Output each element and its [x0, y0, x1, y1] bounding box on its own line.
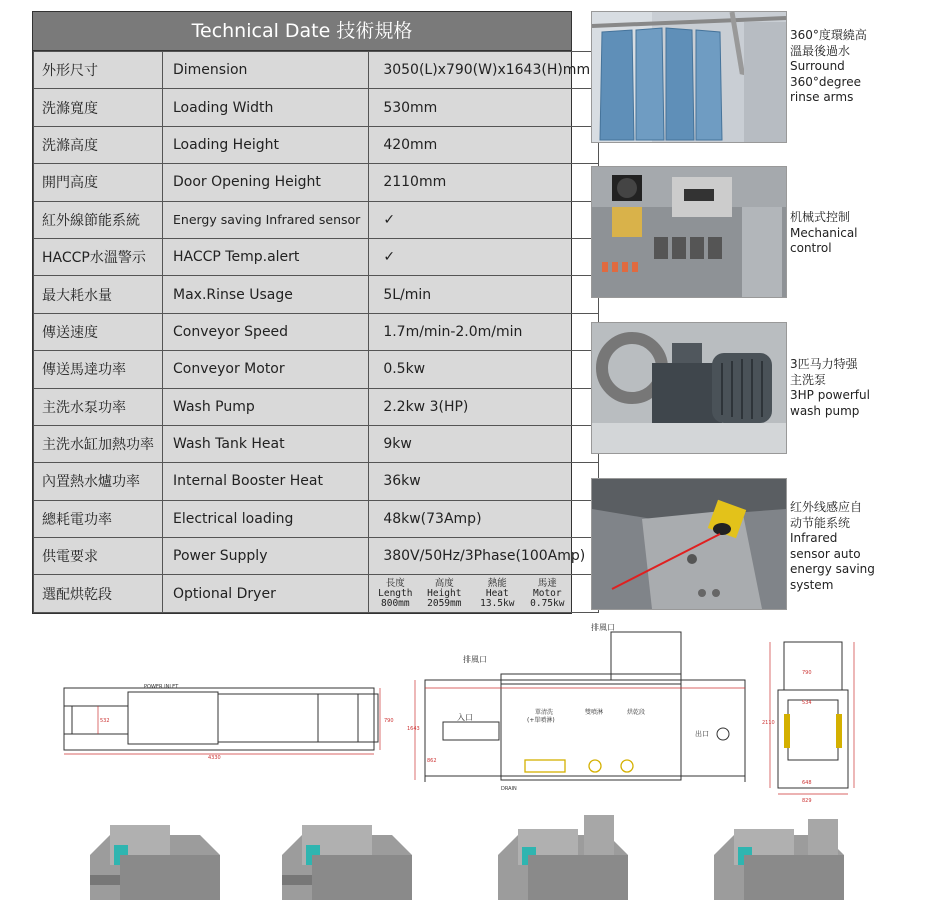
spec-label-zh: 主洗水缸加熱功率: [34, 425, 163, 462]
spec-table: [32, 11, 591, 614]
spec-row: [34, 89, 599, 126]
plan-view-drawing: [58, 680, 394, 764]
spec-row: [34, 313, 599, 350]
spec-label-zh: 內置熱水爐功率: [34, 463, 163, 500]
side-table-label: 862: [427, 758, 437, 764]
dryer-specs: [373, 579, 590, 609]
spec-label-en: Wash Pump: [163, 388, 369, 425]
spec-label-en: Wash Tank Heat: [163, 425, 369, 462]
spec-label-zh: 洗滌寬度: [34, 89, 163, 126]
dryer-v: 2059mm: [427, 597, 462, 609]
spec-label-zh: 外形尺寸: [34, 52, 163, 89]
mechanical-control-photo: [591, 166, 787, 298]
spec-value: 36kw: [369, 463, 599, 500]
wash-pump-caption: [790, 357, 870, 419]
spec-row: [34, 463, 599, 500]
spec-label-en: Power Supply: [163, 538, 369, 575]
spec-value: 48kw(73Amp): [369, 500, 599, 537]
spec-row: [34, 425, 599, 462]
spec-label-en: Electrical loading: [163, 500, 369, 537]
spec-value: 2.2kw 3(HP): [369, 388, 599, 425]
spec-value: ✓: [369, 201, 599, 238]
spec-row: [34, 52, 599, 89]
dryer-v: 0.75kw: [530, 597, 565, 609]
mechanical-control-caption: [790, 210, 858, 257]
caption-line: system: [790, 577, 834, 592]
spec-label-zh: 主洗水泵功率: [34, 388, 163, 425]
spec-label-zh: HACCP水溫警示: [34, 238, 163, 275]
spec-label-en: Internal Booster Heat: [163, 463, 369, 500]
spec-value: ✓: [369, 238, 599, 275]
spec-value: [369, 575, 599, 612]
spec-value: 420mm: [369, 126, 599, 163]
wash-pump-photo: [591, 322, 787, 454]
machine-render-1: [80, 815, 230, 915]
front-width-1-label: 790: [802, 670, 812, 676]
caption-line: Surround: [790, 59, 845, 73]
spec-label-en: Loading Width: [163, 89, 369, 126]
caption-line: 机械式控制: [790, 210, 851, 224]
infrared-sensor-photo: [591, 478, 787, 610]
caption-line: control: [790, 241, 832, 255]
spec-label-en: Energy saving Infrared sensor: [163, 201, 369, 238]
spec-label-zh: 洗滌高度: [34, 126, 163, 163]
machine-render-2: [272, 815, 422, 915]
caption-line: sensor auto: [790, 546, 861, 561]
spec-label-zh: 傳送速度: [34, 313, 163, 350]
spec-label-en: HACCP Temp.alert: [163, 238, 369, 275]
spec-value: 3050(L)x790(W)x1643(H)mm: [369, 52, 599, 89]
caption-line: 3匹马力特强: [790, 357, 858, 371]
side-height-label: 1643: [407, 726, 420, 732]
plan-height-label: 790: [384, 718, 394, 724]
front-elevation-drawing: [762, 634, 862, 808]
spec-label-zh: 最大耗水量: [34, 276, 163, 313]
spec-label-zh: 選配烘乾段: [34, 575, 163, 612]
dryer-h1: 熱能: [487, 577, 507, 589]
spec-label-en: Loading Height: [163, 126, 369, 163]
caption-line: wash pump: [790, 403, 860, 418]
spec-row: [34, 126, 599, 163]
spec-label-en: Optional Dryer: [163, 575, 369, 612]
front-height-label: 2110: [762, 720, 775, 726]
spec-label-en: Conveyor Motor: [163, 351, 369, 388]
spec-value: 1.7m/min-2.0m/min: [369, 313, 599, 350]
front-width-3-label: 829: [802, 798, 812, 804]
caption-line: Mechanical: [790, 225, 858, 240]
plan-length-label: 4330: [208, 755, 221, 761]
caption-line: energy saving: [790, 562, 875, 576]
caption-line: 红外线感应自: [790, 500, 863, 514]
power-inlet-label: POWER INLET: [144, 684, 179, 690]
caption-line: 溫最後過水: [790, 43, 851, 58]
spec-value: 0.5kw: [369, 351, 599, 388]
caption-line: 主洗泵: [790, 372, 827, 387]
spec-row: [34, 388, 599, 425]
dryer-h1: 馬達: [537, 577, 557, 589]
dryer-v: 800mm: [381, 597, 410, 609]
infrared-sensor-caption: [790, 500, 875, 593]
dryer-v: 13.5kw: [480, 597, 515, 609]
caption-line: 3HP powerful: [790, 388, 870, 402]
spec-value: 380V/50Hz/3Phase(100Amp): [369, 538, 599, 575]
caption-line: 动节能系统: [790, 515, 851, 530]
spec-row-dryer: [34, 575, 599, 612]
spec-row: [34, 164, 599, 201]
spec-label-zh: 總耗電功率: [34, 500, 163, 537]
spec-title: Technical Date 技術規格: [33, 12, 571, 51]
spec-label-zh: 傳送馬達功率: [34, 351, 163, 388]
side-prewash-label: 單清洗: [535, 709, 554, 716]
spec-label-en: Dimension: [163, 52, 369, 89]
spec-label-zh: 供電要求: [34, 538, 163, 575]
caption-line: rinse arms: [790, 90, 854, 104]
front-width-2-label: 534: [802, 700, 812, 706]
spec-value: 2110mm: [369, 164, 599, 201]
spec-label-zh: 開門高度: [34, 164, 163, 201]
spec-row: [34, 351, 599, 388]
spec-row: [34, 538, 599, 575]
caption-line: 360°degree: [790, 74, 861, 89]
spec-row: [34, 500, 599, 537]
spec-label-zh: 紅外線節能系統: [34, 201, 163, 238]
side-outlet-label: 出口: [695, 730, 709, 738]
machine-render-3: [488, 815, 638, 915]
spec-value: 5L/min: [369, 276, 599, 313]
side-exhaust-1-label: 排風口: [463, 655, 487, 664]
dryer-h2: Height: [427, 587, 462, 599]
spec-row: [34, 201, 599, 238]
side-drain-label: DRAIN: [501, 786, 517, 792]
spec-row: [34, 276, 599, 313]
rinse-arms-caption: [790, 28, 867, 106]
machine-render-4: [704, 815, 854, 915]
front-width-4-label: 648: [802, 780, 812, 786]
spec-rows: [33, 51, 599, 613]
spec-label-en: Conveyor Speed: [163, 313, 369, 350]
spec-label-en: Door Opening Height: [163, 164, 369, 201]
spec-row: [34, 238, 599, 275]
side-elevation-drawing: [405, 622, 755, 796]
caption-line: 360°度環繞高: [790, 28, 867, 42]
side-exhaust-2-label: 排風口: [591, 623, 615, 632]
dryer-h2: Length: [378, 587, 413, 599]
spec-value: 9kw: [369, 425, 599, 462]
spec-value: 530mm: [369, 89, 599, 126]
dryer-h2: Motor: [533, 587, 562, 599]
caption-line: Infrared: [790, 531, 838, 545]
side-inlet-label: 入口: [457, 713, 473, 722]
plan-depth-label: 532: [100, 718, 110, 724]
side-dryer-label: 烘乾段: [627, 709, 646, 716]
side-double-rinse-label: 雙噴淋: [585, 709, 604, 716]
spec-label-en: Max.Rinse Usage: [163, 276, 369, 313]
rinse-arms-photo: [591, 11, 787, 143]
dryer-h1: 長度: [385, 577, 405, 589]
side-prewash-sub-label: (+單噴淋): [527, 717, 555, 724]
dryer-h2: Heat: [485, 587, 509, 599]
dryer-h1: 高度: [434, 577, 454, 589]
